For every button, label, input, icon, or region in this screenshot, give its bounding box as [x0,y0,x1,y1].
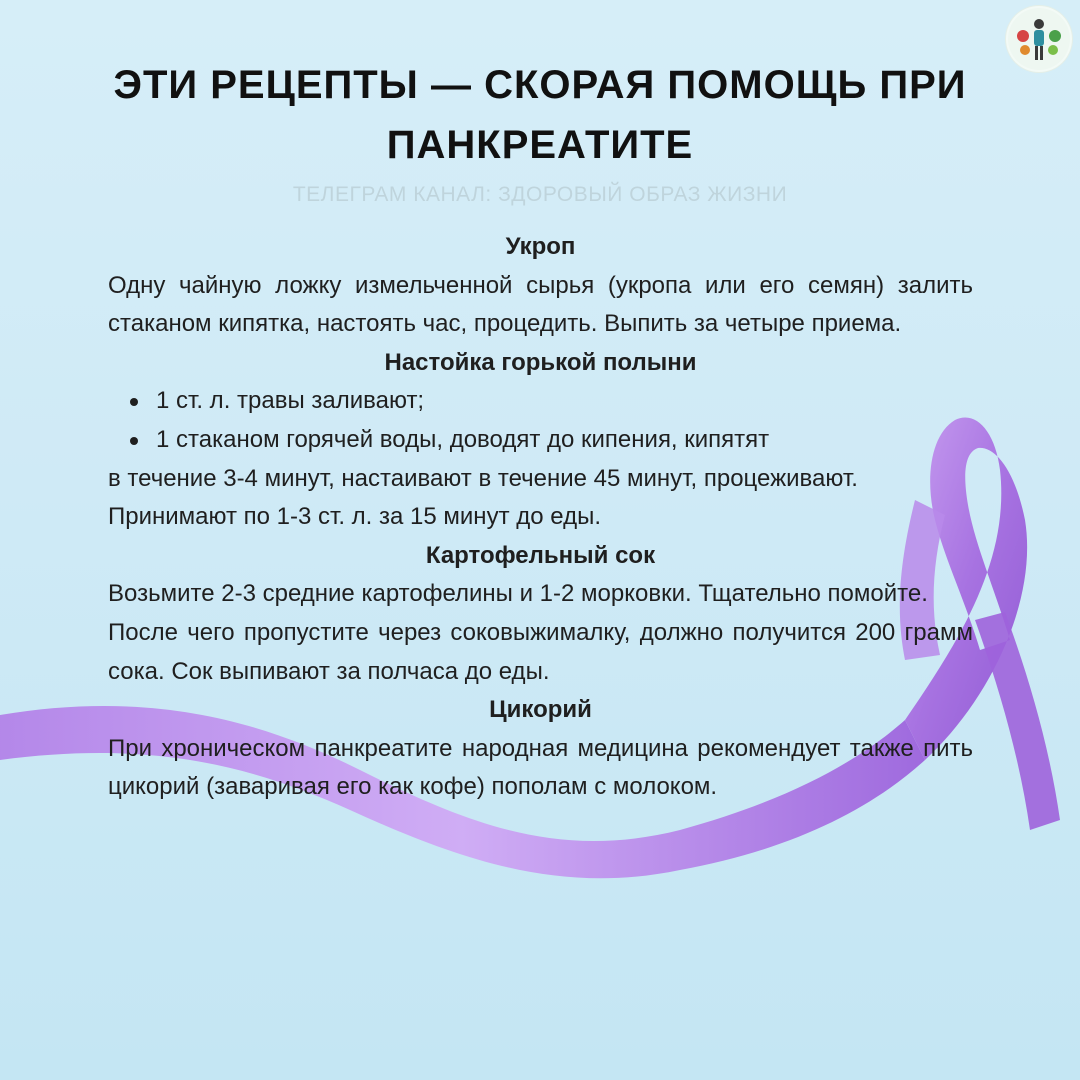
channel-logo [1006,6,1072,72]
dill-paragraph: Одну чайную ложку измельченной сырья (укропа или его семян) залить стаканом кипятка, настоять час, процедить. Выпить за четыре приема. [108,271,973,338]
section-title-potato-juice: Картофельный сок [425,541,656,569]
wormwood-paragraph-1: в течение 3-4 минут, настаивают в течение 45 минут, процеживают. [108,464,858,492]
list-item [108,421,973,460]
chicory-paragraph: При хроническом панкреатите народная медицина рекомендует также пить цикорий (заваривая его как кофе) пополам с молоком. [108,734,973,801]
wormwood-list [108,382,973,459]
potato-paragraph-2: После чего пропустите через соковыжималку, должно получится 200 грамм сока. Сок выпивают за полчаса до еды. [108,618,973,685]
channel-subtitle: ТЕЛЕГРАМ КАНАЛ: ЗДОРОВЫЙ ОБРАЗ ЖИЗНИ [292,183,788,206]
list-item [108,382,973,421]
page-title: ЭТИ РЕЦЕПТЫ — СКОРАЯ ПОМОЩЬ ПРИ ПАНКРЕАТИТЕ [113,63,967,167]
wormwood-paragraph-2: Принимают по 1-3 ст. л. за 15 минут до еды. [108,503,601,531]
person-with-vegetables-icon [1006,6,1072,72]
section-title-wormwood: Настойка горькой полыни [384,348,697,376]
section-title-chicory: Цикорий [489,696,592,724]
potato-paragraph-1: Возьмите 2-3 средние картофелины и 1-2 морковки. Тщательно помойте. [108,580,928,608]
list-item-text: 1 стаканом горячей воды, доводят до кипения, кипятят [156,425,770,453]
recipes-body [108,228,973,807]
section-title-dill: Укроп [505,233,576,260]
list-item-text: 1 ст. л. травы заливают; [156,387,425,415]
